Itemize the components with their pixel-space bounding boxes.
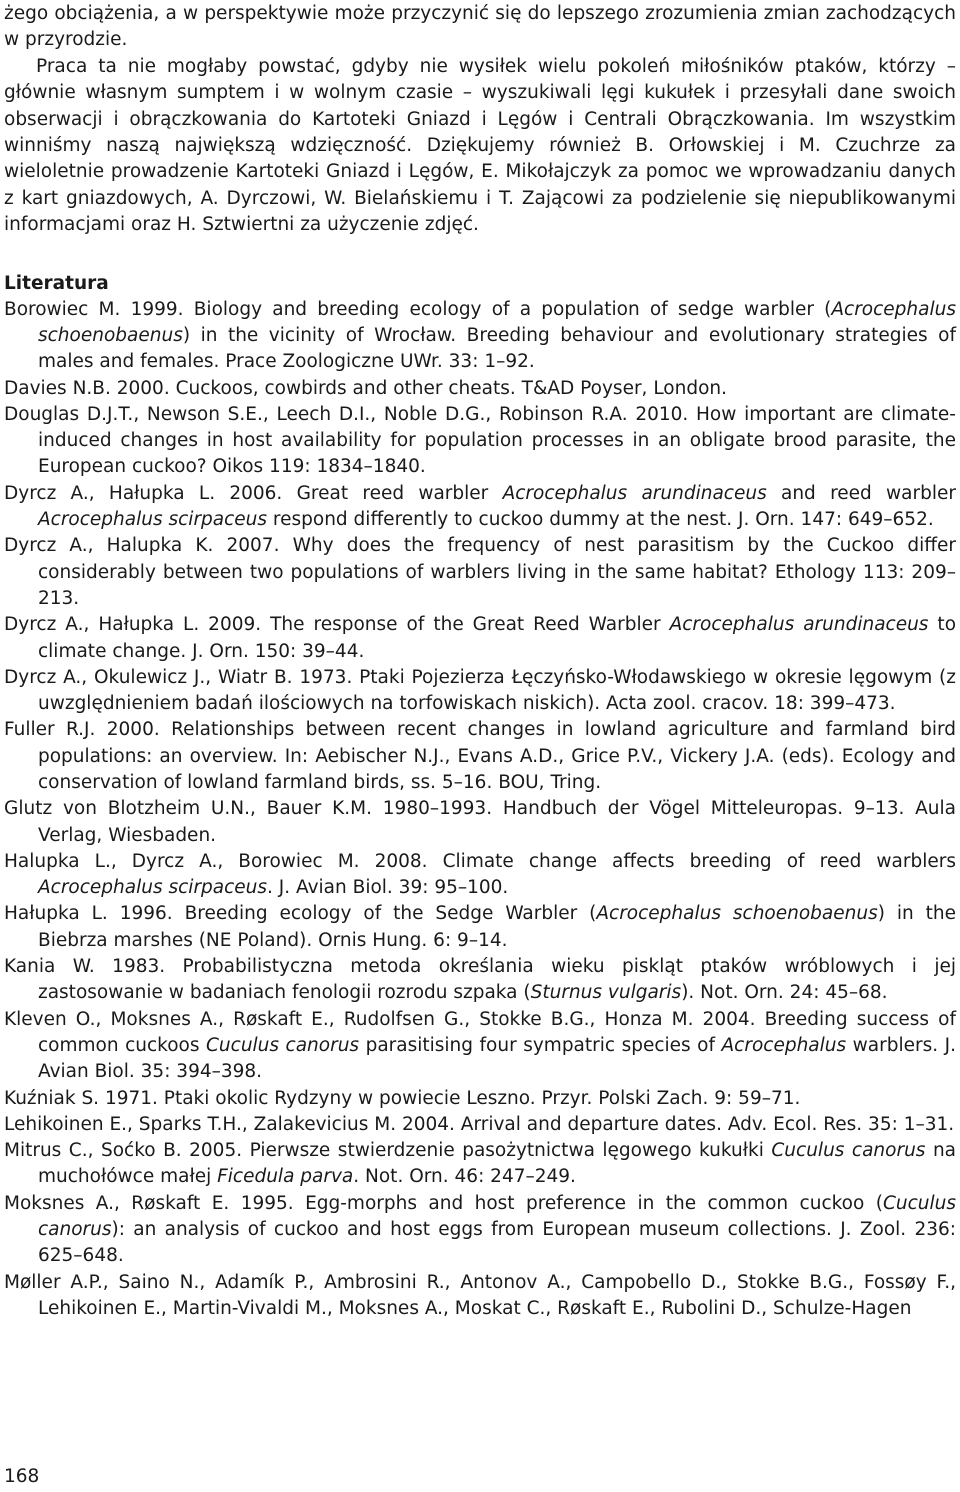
reference-item — [4, 1112, 956, 1138]
reference-text: Glutz von Blotzheim U.N., Bauer K.M. 1980–1993. Handbuch der Vögel Mitteleuropas. 9–13. Aula Verlag, Wiesbaden. — [4, 798, 956, 846]
reference-item — [4, 796, 956, 849]
reference-text: Davies N.B. 2000. Cuckoos, cowbirds and other cheats. T&AD Poyser, London. — [4, 377, 728, 399]
reference-text: Lehikoinen E., Sparks T.H., Zalakevicius M. 2004. Arrival and departure dates. Adv. Ecol. Res. 35: 1–31. — [4, 1113, 955, 1135]
reference-italic-text: Cuculus canorus — [38, 1192, 956, 1241]
reference-item — [4, 612, 956, 665]
reference-item — [4, 533, 956, 612]
reference-italic-text: Acrocephalus arundinaceus — [669, 614, 929, 636]
reference-text: Moksnes A., Røskaft E. 1995. Egg-morphs and host preference in the common cuckoo ( — [4, 1192, 883, 1214]
reference-item — [4, 665, 956, 718]
reference-text: Halupka L., Dyrcz A., Borowiec M. 2008. Climate change affects breeding of reed warblers — [4, 850, 956, 872]
reference-item — [4, 901, 956, 954]
reference-item — [4, 717, 956, 796]
reference-text: and reed warbler — [766, 482, 956, 504]
reference-item — [4, 1270, 956, 1323]
page-number: 168 — [4, 1466, 40, 1487]
reference-text: Møller A.P., Saino N., Adamík P., Ambrosini R., Antonov A., Campobello D., Stokke B.G., Fossøy F., Lehikoinen E., Martin-Vivaldi M., Moksnes A., Moskat C., Røskaft E., Rubolini D., Schulze-Hagen — [4, 1271, 956, 1319]
references-heading: Literatura — [4, 272, 109, 294]
reference-item — [4, 849, 956, 902]
reference-text: to climate change. J. Orn. 150: 39–44. — [38, 614, 957, 662]
reference-text: Dyrcz A., Hałupka L. 2009. The response of the Great Reed Warbler — [4, 614, 670, 636]
reference-text: Hałupka L. 1996. Breeding ecology of the Sedge Warbler ( — [4, 903, 597, 925]
reference-italic-text: Cuculus canorus — [771, 1140, 926, 1162]
page-body — [4, 0, 956, 1322]
reference-italic-text: Ficedula parva — [217, 1166, 354, 1188]
reference-text: Kleven O., Moksnes A., Røskaft E., Rudolfsen G., Stokke B.G., Honza M. 2004. Breeding success of common cuckoos — [4, 1008, 956, 1056]
reference-text: Borowiec M. 1999. Biology and breeding ecology of a population of sedge warbler ( — [4, 298, 832, 320]
reference-text: Mitrus C., Soćko B. 2005. Pierwsze stwierdzenie pasożytnictwa lęgowego kukułki — [4, 1140, 772, 1162]
reference-italic-text: Cuculus canorus — [206, 1034, 360, 1056]
reference-italic-text: Sturnus vulgaris — [530, 982, 682, 1004]
reference-text: ) in the Biebrza marshes (NE Poland). Ornis Hung. 6: 9–14. — [38, 903, 956, 951]
reference-item — [4, 481, 956, 534]
reference-text: ): an analysis of cuckoo and host eggs from European museum collections. J. Zool. 236: 625–648. — [38, 1219, 956, 1267]
reference-item — [4, 1007, 956, 1086]
reference-text: . Not. Orn. 46: 247–249. — [353, 1166, 576, 1188]
paragraph-acknowledgements: Praca ta nie mogłaby powstać, gdyby nie wysiłek wielu pokoleń miłośników ptaków, którzy – głównie własnym sumptem i w wolnym czasie – wyszukiwali lęgi kukułek i przesyłali dane swoich obserwacji i obrączkowania do Kartoteki Gniazd i Lęgów i Centrali Obrączkowania. Im wszystkim winniśmy naszą największą wdzięczność. Dziękujemy również B. Orłowskiej i M. Czuchrze za wieloletnie prowadzenie Kartoteki Gniazd i Lęgów, E. Mikołajczyk za pomoc we wprowadzaniu danych z kart gniazdowych, A. Dyrczowi, W. Bielańskiemu i T. Zającowi za podzielenie się niepublikowanymi informacjami oraz H. Sztwiertni za użyczenie zdjęć. — [4, 55, 956, 236]
reference-item — [4, 297, 956, 376]
reference-italic-text: Acrocephalus arundinaceus — [502, 482, 767, 504]
reference-text: Fuller R.J. 2000. Relationships between recent changes in lowland agriculture and farmland bird populations: an overview. In: Aebischer N.J., Evans A.D., Grice P.V., Vickery J.A. (eds). Ecology and conservation of lowland farmland birds, ss. 5–16. BOU, Tring. — [4, 719, 956, 793]
reference-item — [4, 1086, 956, 1112]
reference-italic-text: Acrocephalus scirpaceus — [38, 877, 268, 899]
reference-item — [4, 954, 956, 1007]
reference-item — [4, 1138, 956, 1191]
reference-item — [4, 376, 956, 402]
reference-text: ) in the vicinity of Wrocław. Breeding behaviour and evolutionary strategies of males and females. Prace Zoologiczne UWr. 33: 1–92. — [38, 324, 956, 373]
reference-text: respond differently to cuckoo dummy at the nest. J. Orn. 147: 649–652. — [267, 509, 934, 531]
reference-text: parasitising four sympatric species of — [359, 1034, 722, 1056]
reference-text: . J. Avian Biol. 39: 95–100. — [267, 877, 509, 899]
reference-italic-text: Acrocephalus — [721, 1034, 847, 1056]
reference-text: na muchołówce małej — [38, 1140, 957, 1188]
reference-text: Dyrcz A., Halupka K. 2007. Why does the frequency of nest parasitism by the Cuckoo differ considerably between two populations of warblers living in the same habitat? Ethology 113: 209–213. — [4, 535, 956, 609]
reference-text: Douglas D.J.T., Newson S.E., Leech D.I., Noble D.G., Robinson R.A. 2010. How important are climate-induced changes in host availability for population processes in an obligate brood parasite, the European cuckoo? Oikos 119: 1834–1840. — [4, 403, 956, 478]
reference-text: Kania W. 1983. Probabilistyczna metoda określania wieku piskląt ptaków wróblowych i jej zastosowanie w badaniach fenologii rozrodu szpaka ( — [4, 956, 956, 1004]
paragraph-continued: żego obciążenia, a w perspektywie może przyczynić się do lepszego zrozumienia zmian zachodzących w przyrodzie. — [4, 3, 956, 51]
reference-text: Kuźniak S. 1971. Ptaki okolic Rydzyny w powiecie Leszno. Przyr. Polski Zach. 9: 59–71. — [4, 1087, 801, 1109]
reference-text: ). Not. Orn. 24: 45–68. — [681, 982, 888, 1004]
reference-text: Dyrcz A., Okulewicz J., Wiatr B. 1973. Ptaki Pojezierza Łęczyńsko-Włodawskiego w okresie lęgowym (z uwzględnieniem badań ilościowych na torfowiskach niskich). Acta zool. cracov. 18: 399–473. — [4, 666, 956, 715]
reference-italic-text: Acrocephalus scirpaceus — [38, 509, 268, 531]
references-list — [4, 297, 956, 1323]
reference-text: Dyrcz A., Hałupka L. 2006. Great reed warbler — [4, 482, 503, 504]
reference-item — [4, 402, 956, 481]
reference-text: warblers. J. Avian Biol. 35: 394–398. — [38, 1034, 956, 1083]
reference-item — [4, 1191, 956, 1270]
reference-italic-text: Acrocephalus schoenobaenus — [596, 903, 878, 925]
reference-italic-text: Acrocephalus schoenobaenus — [38, 298, 956, 346]
